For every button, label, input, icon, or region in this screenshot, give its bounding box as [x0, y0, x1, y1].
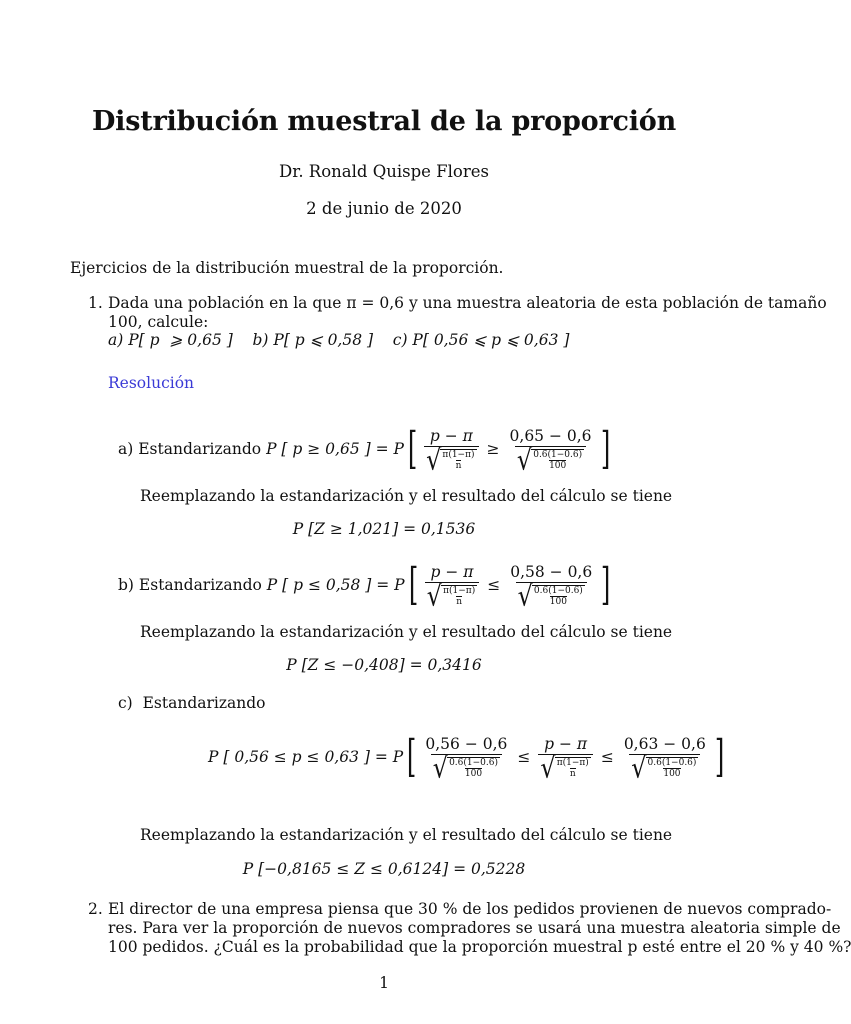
- author: Dr. Ronald Quispe Flores: [279, 162, 489, 181]
- radicand-denominator: 100: [464, 768, 483, 779]
- part-b-equation: [118, 554, 614, 616]
- part-b-note: Reemplazando la estandarización y el resultado del cálculo se tiene: [140, 623, 673, 641]
- fraction-numerator: 0,56 − 0,6: [425, 734, 508, 753]
- radicand-numerator: π(1−π): [443, 585, 476, 596]
- radicand-denominator: n: [456, 596, 463, 607]
- fraction: [538, 734, 592, 785]
- fraction-numerator: 0,58 − 0,6: [510, 562, 593, 581]
- part-c-result: P [−0,8165 ≤ Z ≤ 0,6124] = 0,5228: [242, 860, 526, 878]
- bracket-right: ]: [600, 423, 610, 474]
- q1-number: 1.: [88, 294, 103, 312]
- q2-line3: 100 pedidos. ¿Cuál es la probabilidad que la proporción muestral p esté entre el 20 % y 40 %?: [108, 938, 851, 956]
- radicand-denominator: 100: [663, 768, 681, 779]
- sqrt-icon: √: [432, 750, 449, 785]
- q2-line1: El director de una empresa piensa que 30 % de los pedidos provienen de nuevos comprado-: [108, 900, 832, 918]
- bracket-left: [: [407, 423, 418, 474]
- page-title: Distribución muestral de la proporción: [91, 106, 677, 137]
- sqrt-icon: √: [517, 578, 533, 613]
- radicand-numerator: π(1−π): [556, 757, 589, 768]
- part-a-lead: Estandarizando: [138, 440, 262, 458]
- relation: ≤: [600, 748, 614, 766]
- fraction-numerator: p − π: [429, 426, 473, 445]
- fraction-numerator: p − π: [544, 734, 588, 753]
- radicand-numerator: 0.6(1−0.6): [647, 757, 697, 768]
- date: 2 de junio de 2020: [306, 199, 462, 218]
- part-c-equation: [208, 726, 728, 788]
- sqrt-icon: √: [631, 750, 647, 785]
- radicand-numerator: 0.6(1−0.6): [449, 757, 498, 768]
- part-b-result: P [Z ≤ −0,408] = 0,3416: [286, 656, 482, 674]
- part-c-label: c): [118, 694, 133, 712]
- part-c-lead-line: [118, 694, 266, 712]
- radicand-numerator: 0.6(1−0.6): [533, 585, 583, 596]
- bracket-right: ]: [601, 559, 611, 610]
- fraction-numerator: 0,65 − 0,6: [509, 426, 592, 445]
- q1-parts: a) P[ p ⩾ 0,65 ] b) P[ p ⩽ 0,58 ] c) P[ 0,56 ⩽ p ⩽ 0,63 ]: [108, 331, 570, 349]
- fraction: [425, 562, 479, 613]
- fraction: [622, 734, 708, 785]
- part-c-lhs: P [ 0,56 ≤ p ≤ 0,63 ] = P: [208, 748, 404, 766]
- fraction: [423, 734, 509, 785]
- bracket-left: [: [407, 731, 417, 782]
- radicand-numerator: 0.6(1−0.6): [533, 449, 583, 460]
- relation: ≥: [486, 440, 500, 458]
- radicand-denominator: n: [569, 768, 576, 779]
- part-c-lead: Estandarizando: [142, 694, 266, 712]
- relation: ≤: [487, 576, 501, 594]
- radicand-numerator: π(1−π): [442, 449, 475, 460]
- part-b-label: b): [118, 576, 134, 594]
- radicand-denominator: 100: [549, 596, 567, 607]
- bracket-left: [: [408, 559, 418, 610]
- sqrt-icon: √: [426, 578, 443, 613]
- fraction-numerator: p − π: [430, 562, 474, 581]
- sqrt-icon: √: [540, 750, 556, 785]
- q2-line2: res. Para ver la proporción de nuevos compradores se usará una muestra aleatoria simple de: [108, 919, 841, 937]
- fraction: [508, 562, 594, 613]
- part-c-note: Reemplazando la estandarización y el resultado del cálculo se tiene: [140, 826, 673, 844]
- part-b-lhs: P [ p ≤ 0,58 ] = P: [266, 576, 405, 594]
- q1-line2: 100, calcule:: [108, 313, 209, 331]
- resolucion-link[interactable]: Resolución: [108, 374, 195, 392]
- part-a-result: P [Z ≥ 1,021] = 0,1536: [292, 520, 476, 538]
- relation: ≤: [517, 748, 531, 766]
- sqrt-icon: √: [516, 442, 533, 477]
- sqrt-icon: √: [426, 442, 442, 477]
- bracket-right: ]: [714, 731, 725, 782]
- fraction: [508, 426, 594, 477]
- intro-text: Ejercicios de la distribución muestral de la proporción.: [70, 259, 504, 277]
- fraction: [424, 426, 478, 477]
- part-a-equation: [118, 418, 614, 480]
- radicand-denominator: n: [455, 460, 462, 471]
- part-a-label: a): [118, 440, 134, 458]
- page-number: 1: [379, 974, 389, 992]
- part-a-note: Reemplazando la estandarización y el resultado del cálculo se tiene: [140, 487, 673, 505]
- q2-number: 2.: [88, 900, 103, 918]
- part-a-lhs: P [ p ≥ 0,65 ] = P: [266, 440, 404, 458]
- radicand-denominator: 100: [549, 460, 567, 471]
- part-b-lead: Estandarizando: [138, 576, 262, 594]
- fraction-numerator: 0,63 − 0,6: [623, 734, 706, 753]
- q1-line1: Dada una población en la que π = 0,6 y una muestra aleatoria de esta población de tamaño: [108, 294, 827, 312]
